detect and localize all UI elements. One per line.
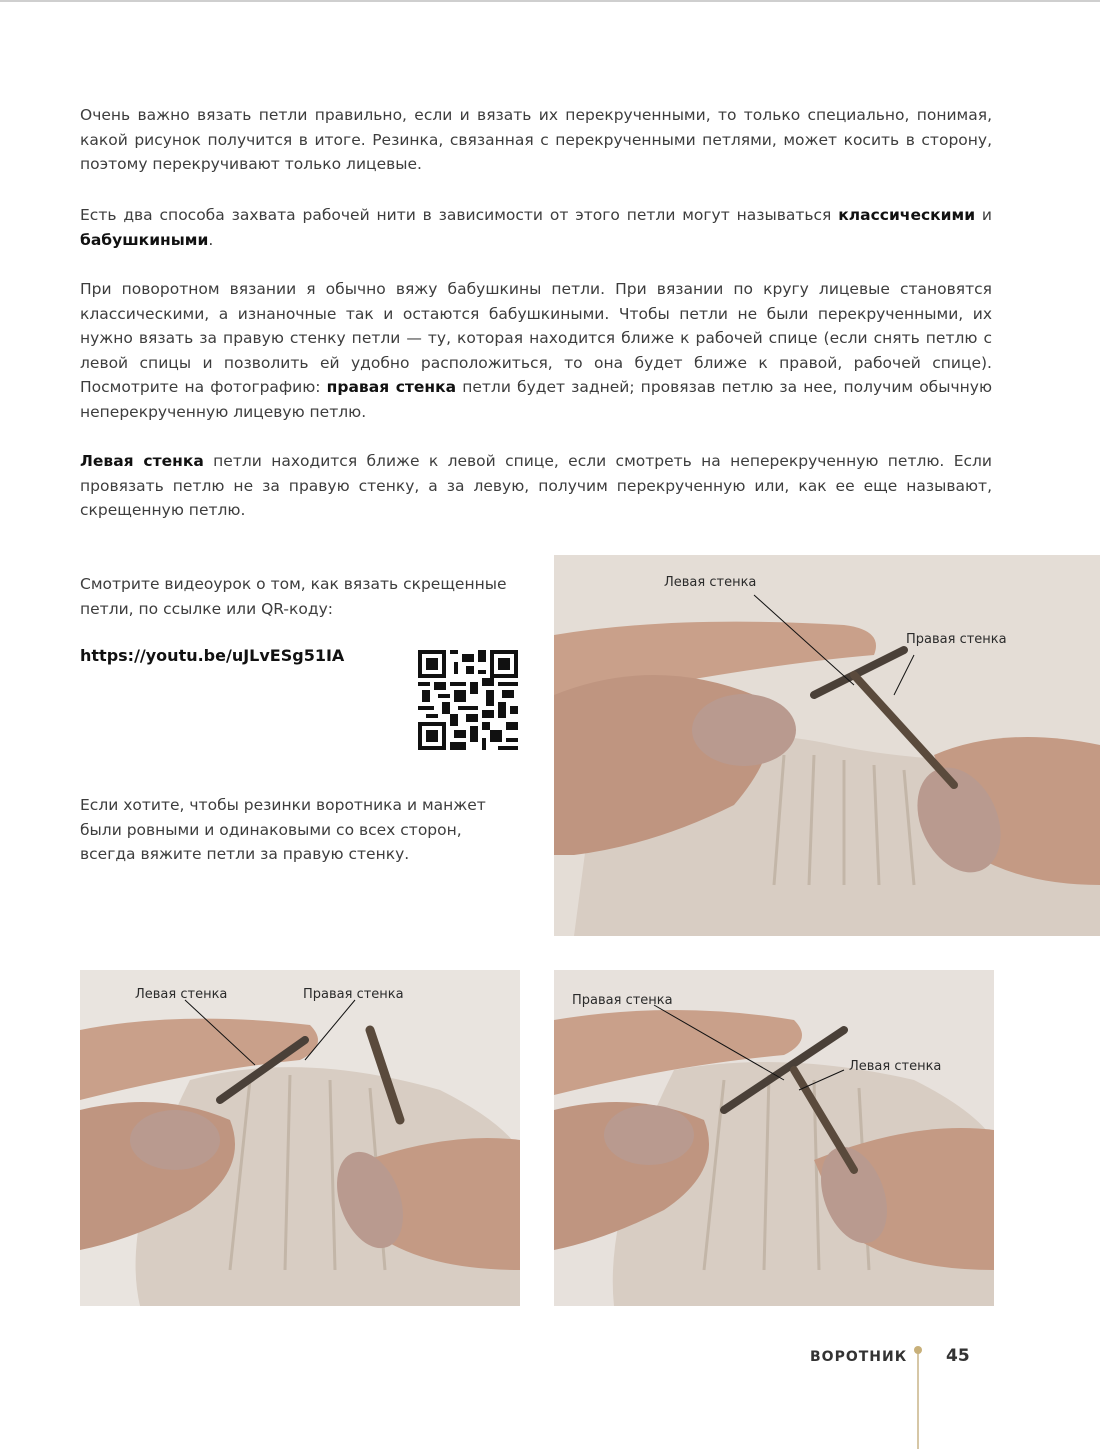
paragraph-right-wall: При поворотном вязании я обычно вяжу бабушкины петли. При вязании по кругу лицевые становятся классическими, а изнаночные так и остаются бабушкиными. Чтобы петли не были перекрученными, их нужно вязать за правую стенку петли — ту, которая находится ближе к рабочей спице (если снять петлю с левой спицы и позволить ей удобно расположиться, то она будет ближе к правой, рабочей спице). Посмотрите на фотографию: правая стенка петли будет задней; провязав петлю за нее, получим обычную неперекрученную лицевую петлю. [80,280,992,421]
nail [130,1110,220,1170]
knitting-photo-1 [554,555,1100,936]
photo-label: Правая стенка [906,632,1007,647]
video-lesson-text: Смотрите видеоурок о том, как вязать скрещенные петли, по ссылке или QR-коду: [80,575,507,618]
knitting-photo-2 [80,970,520,1306]
photo-label: Левая стенка [849,1059,942,1074]
top-border [0,0,1100,2]
term-classic: классическими [838,206,976,224]
term-left-wall: Левая стенка [80,452,204,470]
term-right-wall: правая стенка [326,378,457,396]
photo-label: Правая стенка [572,993,673,1008]
photo-label: Правая стенка [303,987,404,1002]
nail [692,694,796,766]
paragraph-twisted-stitches: Очень важно вязать петли правильно, если и вязать их перекрученными, то только специально, понимая, какой рисунок получится в итоге. Резинка, связанная с перекрученными петлями, может косить в сторону, поэтому перекручивают только лицевые. [80,106,992,173]
section-title: ВОРОТНИК [810,1349,908,1365]
video-link[interactable]: https://youtu.be/uJLvESg51IA [80,646,345,665]
tip-text: Если хотите, чтобы резинки воротника и манжет были ровными и одинаковыми со всех сторон, всегда вяжите петли за правую стенку. [80,796,486,863]
page-number: 45 [946,1346,970,1366]
qr-code[interactable] [418,650,518,750]
knitting-photo-3 [554,970,994,1306]
nail [604,1105,694,1165]
footer-divider [917,1352,919,1449]
photo-label: Левая стенка [135,987,228,1002]
term-grandma: бабушкиными [80,230,209,249]
footer-dot [914,1346,922,1354]
photo-label: Левая стенка [664,575,757,590]
paragraph-two-methods: Есть два способа захвата рабочей нити в зависимости от этого петли могут называться классическими и бабушкиными. [80,206,992,249]
paragraph-left-wall: Левая стенка петли находится ближе к левой спице, если смотреть на неперекрученную петлю. Если провязать петлю не за правую стенку, а за левую, получим перекрученную или, как ее еще называют, скрещенную петлю. [80,452,992,519]
